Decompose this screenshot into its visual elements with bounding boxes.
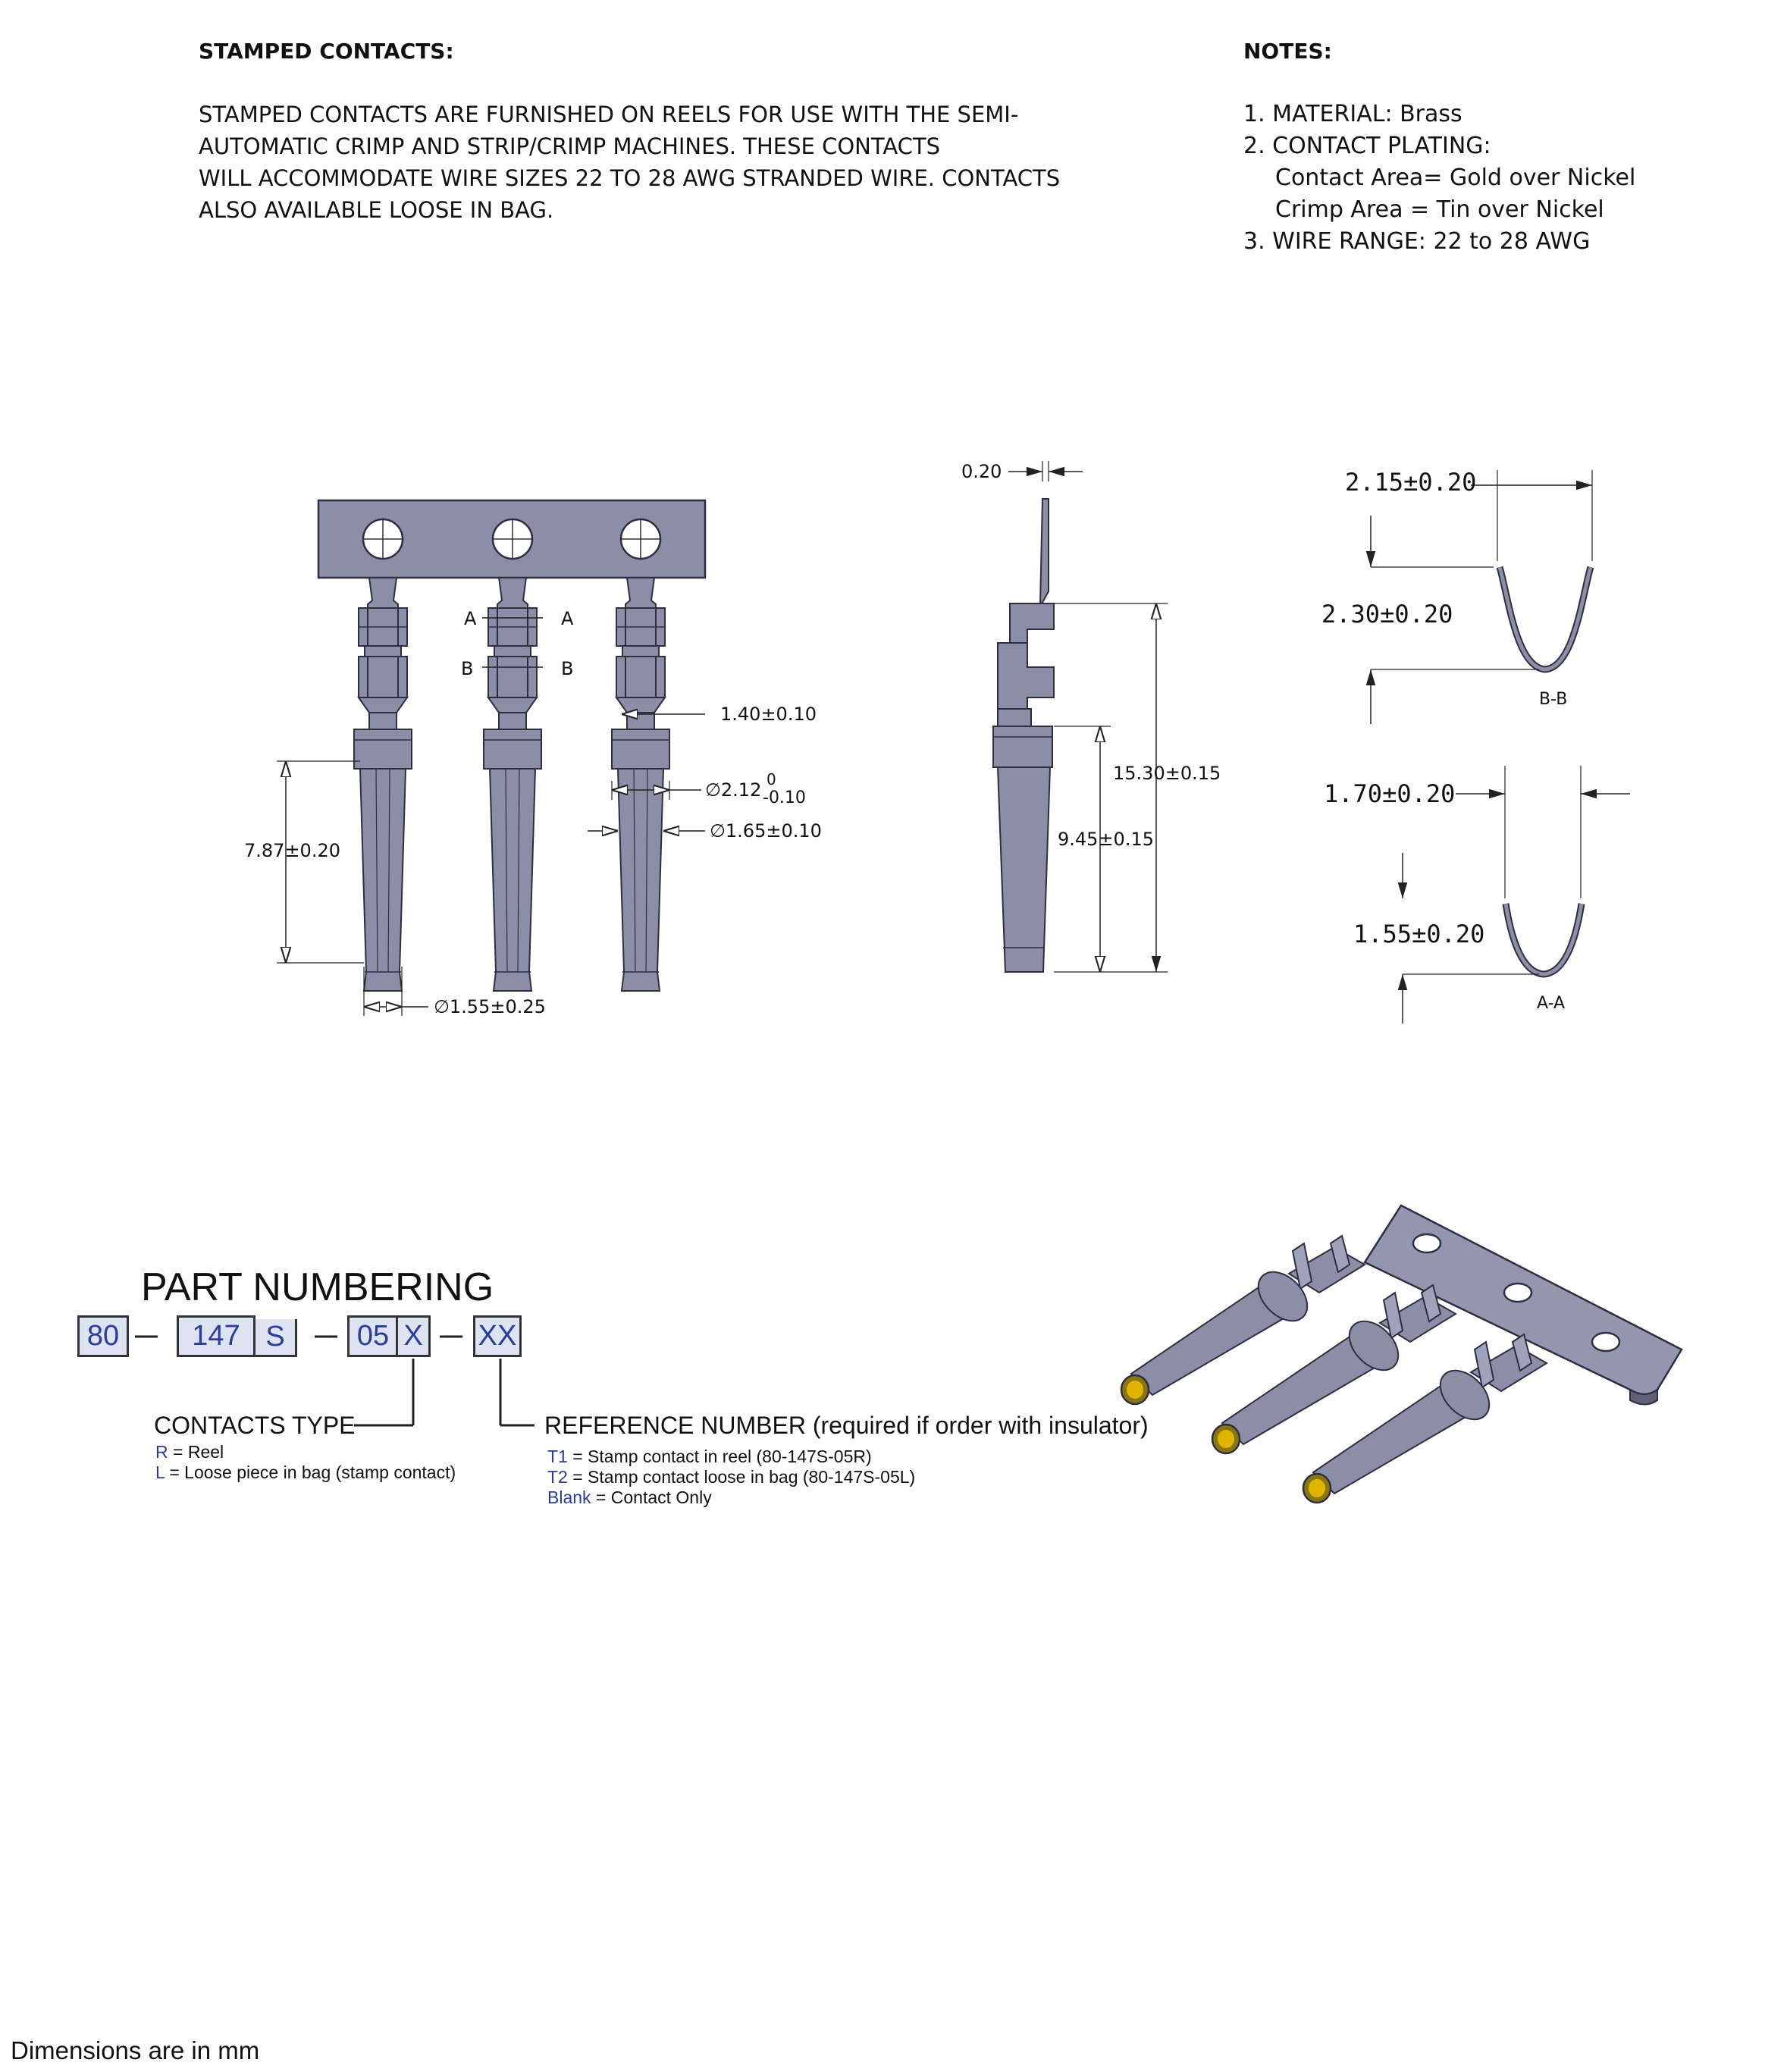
option-text: = Stamp contact in reel (80-147S-05R)	[567, 1447, 872, 1466]
option-row	[155, 1462, 456, 1483]
part-number-box-type: S	[253, 1319, 297, 1357]
section-a-label-left: A	[464, 608, 477, 629]
note-item: Contact Area= Gold over Nickel	[1275, 165, 1636, 191]
part-number-box-size: 05	[347, 1315, 399, 1357]
option-text: = Contact Only	[591, 1487, 712, 1507]
front-view	[277, 500, 705, 1016]
description-heading: STAMPED CONTACTS:	[199, 39, 454, 64]
option-code: Blank	[547, 1487, 591, 1507]
section-b-label-left: B	[461, 658, 474, 679]
pilot-hole	[363, 519, 403, 559]
part-numbering-title: PART NUMBERING	[141, 1265, 494, 1309]
dim-thickness: 0.20	[961, 461, 1002, 482]
dim-pin-diameter	[710, 822, 822, 840]
note-item: 1. MATERIAL: Brass	[1243, 101, 1462, 127]
dim-bb-height: 2.30±0.20	[1321, 600, 1453, 628]
diameter-symbol: ∅	[434, 996, 450, 1017]
section-bb-label: B-B	[1539, 690, 1568, 709]
dim-collar-upper-tol: 0	[767, 770, 776, 788]
contact-pin	[612, 578, 669, 991]
dim-collar-value: 2.12	[720, 779, 762, 801]
dim-tip-value: 1.55±0.25	[449, 996, 546, 1017]
part-number-box-series: 80	[77, 1315, 129, 1357]
dim-pin-length: 7.87±0.20	[244, 840, 340, 861]
option-code: L	[155, 1462, 165, 1482]
dim-crimp-width: 1.40±0.10	[720, 704, 817, 725]
contacts-type-options	[155, 1442, 456, 1483]
dim-bb-width: 2.15±0.20	[1345, 468, 1477, 497]
section-bb	[1371, 470, 1592, 724]
description-line: WILL ACCOMMODATE WIRE SIZES 22 TO 28 AWG STRANDED WIRE. CONTACTS	[199, 165, 1061, 191]
option-code: R	[155, 1442, 168, 1462]
dim-collar-lower-tol: -0.10	[763, 788, 806, 807]
dim-tip-diameter	[434, 998, 546, 1016]
part-number-box-reference: XX	[473, 1315, 522, 1357]
note-item: Crimp Area = Tin over Nickel	[1275, 196, 1604, 223]
diameter-symbol: ∅	[705, 779, 721, 801]
dim-body-length: 9.45±0.15	[1058, 829, 1154, 850]
description-line: STAMPED CONTACTS ARE FURNISHED ON REELS FOR USE WITH THE SEMI-	[199, 102, 1019, 127]
pilot-hole	[621, 519, 660, 559]
dim-overall-length: 15.30±0.15	[1113, 763, 1221, 784]
notes-heading: NOTES:	[1243, 39, 1332, 64]
reference-number-options	[547, 1447, 915, 1508]
isometric-view	[1121, 1205, 1682, 1503]
section-aa-label: A-A	[1537, 994, 1566, 1013]
option-code: T1	[547, 1447, 568, 1466]
section-b-label-right: B	[561, 658, 574, 679]
diameter-symbol: ∅	[710, 820, 726, 842]
option-row	[547, 1487, 915, 1508]
part-number-box-family: 147	[177, 1315, 256, 1357]
reference-number-label: REFERENCE NUMBER (required if order with insulator)	[544, 1412, 1149, 1439]
contacts-type-label: CONTACTS TYPE	[154, 1412, 356, 1439]
description-line: AUTOMATIC CRIMP AND STRIP/CRIMP MACHINES. THESE CONTACTS	[199, 133, 941, 159]
part-number-box-contacts-type: X	[396, 1315, 431, 1357]
contact-pin	[484, 578, 541, 991]
option-row	[155, 1442, 456, 1462]
option-code: T2	[547, 1467, 568, 1487]
note-item: 2. CONTACT PLATING:	[1243, 133, 1491, 159]
option-row	[547, 1447, 915, 1467]
note-item: 3. WIRE RANGE: 22 to 28 AWG	[1243, 228, 1591, 255]
pilot-hole	[493, 519, 532, 559]
description-line: ALSO AVAILABLE LOOSE IN BAG.	[199, 197, 554, 223]
contact-pin	[354, 578, 412, 991]
option-text: = Reel	[168, 1442, 224, 1462]
option-text: = Loose piece in bag (stamp contact)	[164, 1462, 456, 1482]
side-view	[993, 461, 1168, 972]
dim-collar-diameter	[705, 781, 761, 799]
option-row	[547, 1467, 915, 1487]
units-footer: Dimensions are in mm	[11, 2036, 260, 2064]
option-text: = Stamp contact loose in bag (80-147S-05L)	[567, 1467, 916, 1487]
section-a-label-right: A	[561, 608, 574, 629]
dim-aa-width: 1.70±0.20	[1324, 779, 1456, 808]
dim-aa-height: 1.55±0.20	[1353, 920, 1485, 948]
dim-pin-value: 1.65±0.10	[725, 820, 822, 842]
